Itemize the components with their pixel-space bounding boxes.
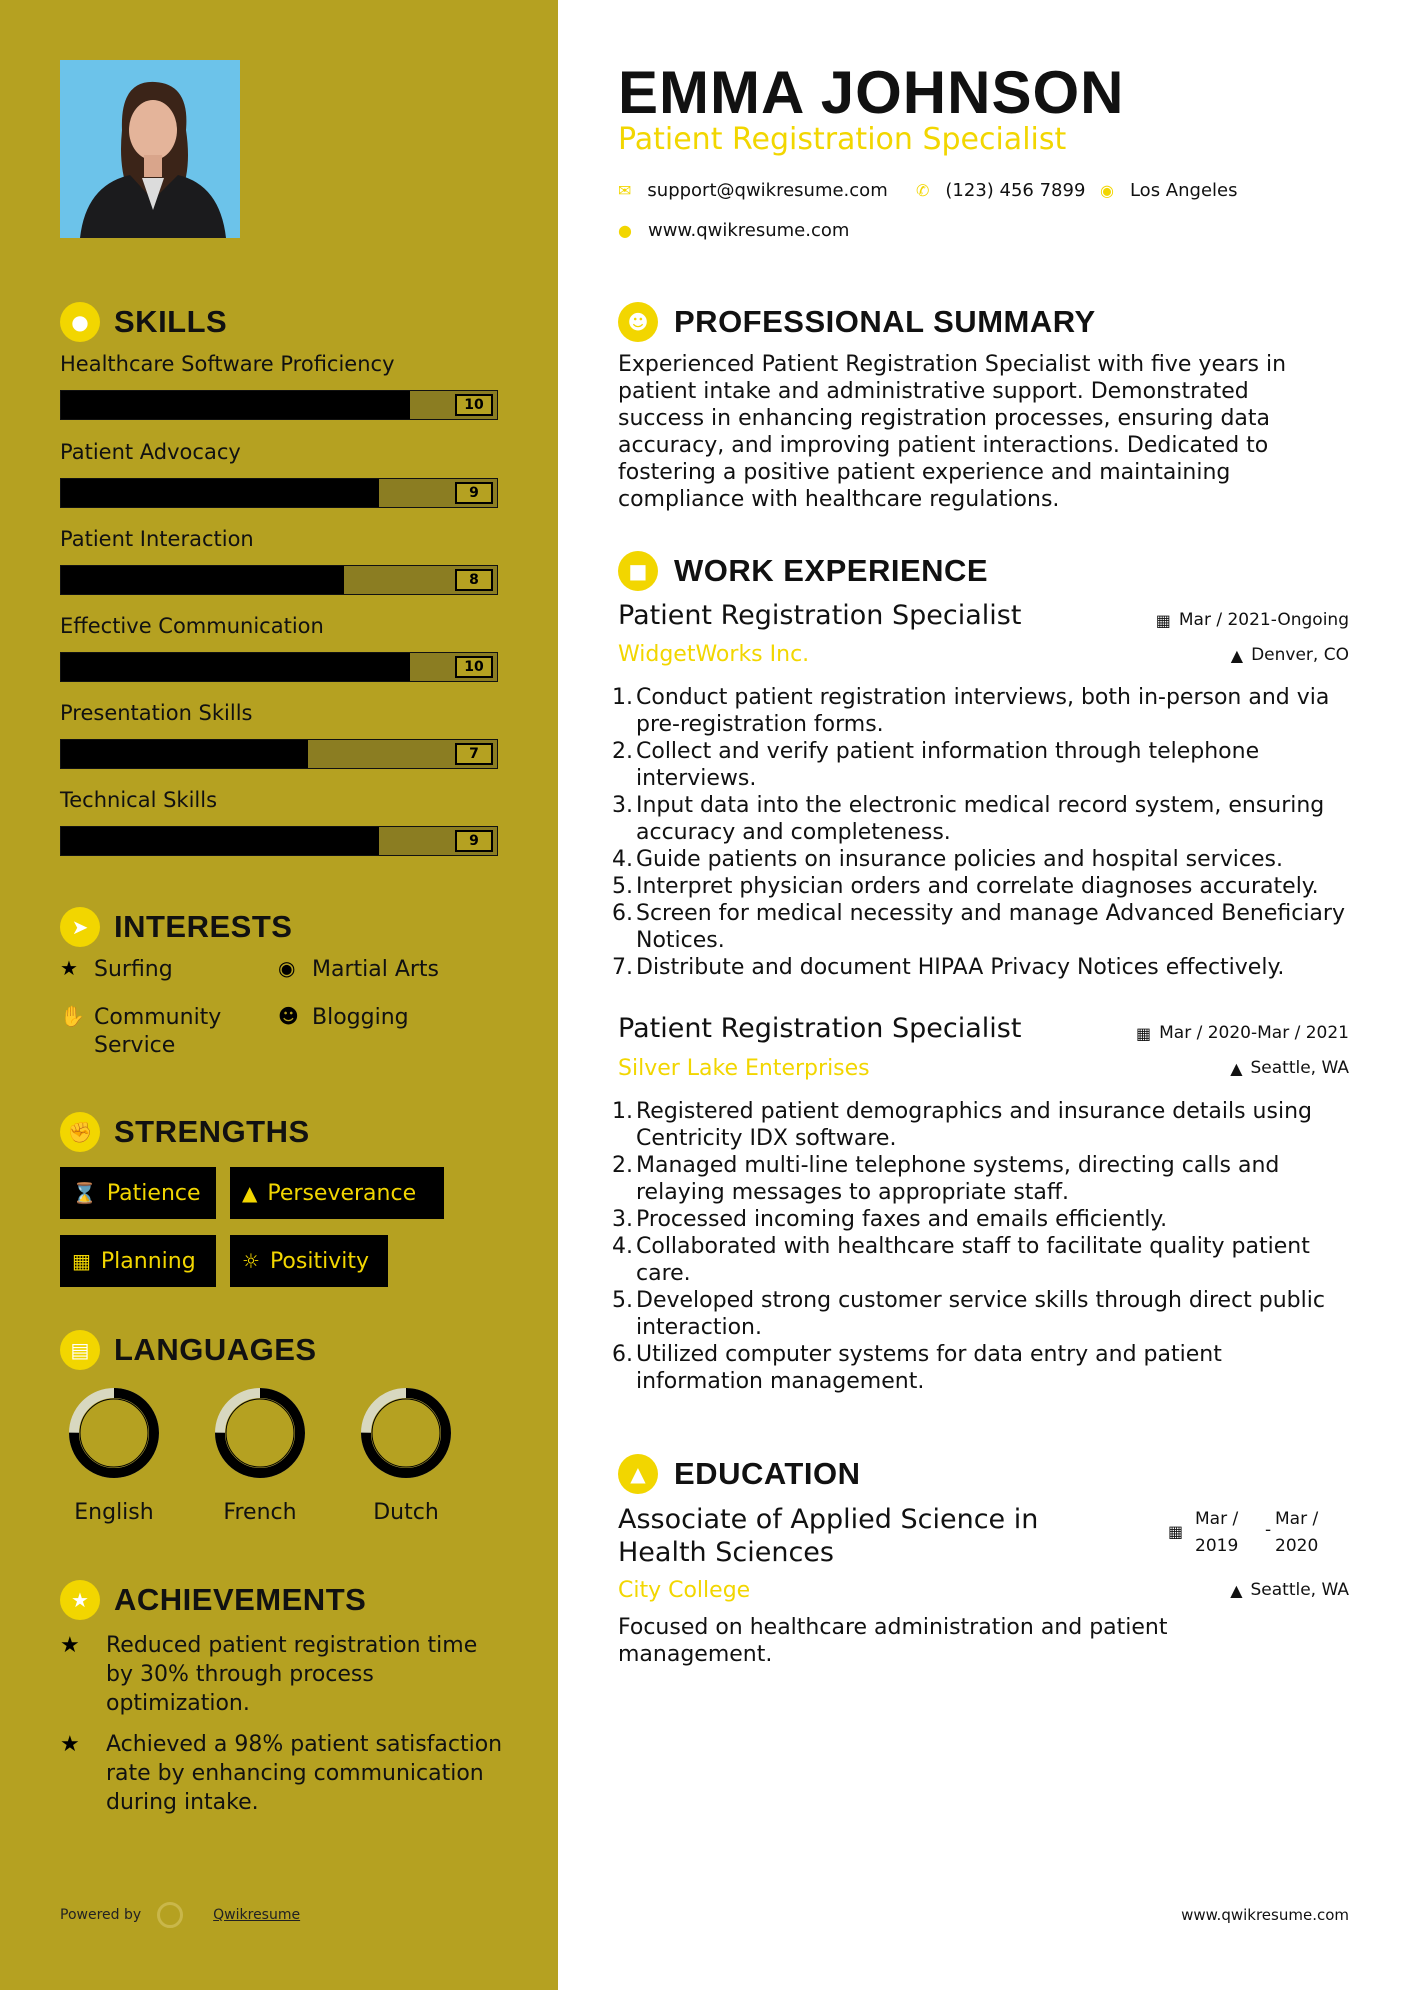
languages-heading [60,1330,317,1370]
job-bullet [612,738,1352,792]
job-bullet-list [612,1098,1352,1395]
strength-badge [60,1235,216,1287]
fist-icon: ✊ [60,1112,100,1152]
sidebar [0,0,558,1990]
lightbulb-icon: ● [60,302,100,342]
job-bullet [612,684,1352,738]
hourglass-icon: ⌛ [72,1181,97,1205]
achievements-title: ACHIEVEMENTS [114,1582,367,1617]
bullet-text: Collect and verify patient information through telephone interviews. [636,739,1260,791]
experience-heading [618,551,988,591]
summary-text: Experienced Patient Registration Specialist with five years in patient intake and administrative support. Demonstrated success in enhancing registration processes, ensuring data accuracy, and improving patient interactions. Dedicated to fostering a positive patient experience and maintaining compliance with healthcare regulations. [618,352,1287,512]
strength-label: Patience [106,1180,201,1206]
achievement-text: Achieved a 98% patient satisfaction rate by enhancing communication during intake. [106,1732,503,1815]
job-company: WidgetWorks Inc. [618,642,810,667]
contact-phone[interactable] [916,180,1085,201]
skill-bar [60,739,498,769]
bullet-number: 7. [612,955,633,980]
bullet-text: Managed multi-line telephone systems, directing calls and relaying messages to appropriate staff. [636,1153,1280,1205]
interest-label: Martial Arts [312,957,440,982]
start-month: Mar / [1195,1509,1239,1529]
job-dates-text: Mar / 2020-Mar / 2021 [1159,1023,1349,1043]
skill-bar [60,652,498,682]
strength-label: Planning [100,1248,196,1274]
email-text: support@qwikresume.com [647,180,888,201]
job-bullet [612,1206,1352,1233]
date-separator: - [1265,1520,1272,1540]
qwikresume-logo-icon [157,1902,183,1928]
bullet-text: Developed strong customer service skills through direct public interaction. [636,1288,1325,1340]
skill-level: 9 [455,482,493,504]
powered-by [60,1902,300,1928]
profile-photo-image [60,60,240,238]
education-start [1195,1506,1238,1560]
contact-website[interactable] [618,220,849,241]
skill-name: Technical Skills [60,788,218,812]
skill-name: Healthcare Software Proficiency [60,352,395,376]
school-name: City College [618,1578,751,1603]
bullet-text: Screen for medical necessity and manage Advanced Beneficiary Notices. [636,901,1345,953]
achievement-item [60,1631,506,1718]
skill-bar-fill [61,653,410,681]
bullet-number: 5. [612,874,633,899]
skill-level: 8 [455,569,493,591]
job-dates-text: Mar / 2021-Ongoing [1178,610,1349,630]
language-donut [66,1385,162,1481]
contact-email[interactable] [618,180,888,201]
profile-photo [60,60,240,238]
job-dates [1136,1023,1349,1043]
interest-item [278,1004,409,1032]
education-title: EDUCATION [674,1456,861,1491]
degree-title: Associate of Applied Science in Health Sciences [618,1504,1039,1568]
calendar-icon: ▦ [1168,1522,1184,1541]
bullet-number: 2. [612,1153,633,1178]
language-name: English [74,1500,154,1525]
skill-bar-fill [61,391,410,419]
user-icon: ☻ [618,302,658,342]
bullet-number: 5. [612,1288,633,1313]
end-year: 2020 [1275,1536,1319,1556]
bullet-text: Collaborated with healthcare staff to facilitate quality patient care. [636,1234,1310,1286]
calendar-icon: ▦ [1155,610,1171,630]
bullet-text: Distribute and document HIPAA Privacy Notices effectively. [636,955,1285,980]
job-bullet [612,792,1352,846]
end-month: Mar / [1275,1509,1319,1529]
job-title: Patient Registration Specialist [618,600,1022,631]
strengths-title: STRENGTHS [114,1114,310,1149]
job-dates [1156,610,1349,630]
graduation-cap-icon: ▲ [618,1454,658,1494]
achievement-text: Reduced patient registration time by 30% through process optimization. [106,1633,478,1716]
qwikresume-link[interactable]: Qwikresume [213,1907,301,1923]
job-location [1230,1058,1349,1078]
phone-icon: ✆ [916,181,930,200]
location-text: Los Angeles [1129,180,1238,201]
globe-icon: ● [618,221,632,240]
interest-item [60,1004,221,1060]
job-location [1231,645,1349,665]
contact-location [1100,180,1237,201]
language-card-icon: ▤ [60,1330,100,1370]
bullet-number: 1. [612,1099,633,1124]
candidate-name: EMMA JOHNSON [618,59,1125,126]
pin-icon: ▲ [1230,1058,1243,1078]
candidate-role: Patient Registration Specialist [618,122,1067,157]
education-location-text: Seattle, WA [1250,1580,1349,1600]
education-end [1275,1506,1318,1560]
skill-bar [60,390,498,420]
bullet-number: 3. [612,1207,633,1232]
calendar-icon: ▦ [72,1249,91,1273]
interests-title: INTERESTS [114,909,293,944]
job-bullet-list [612,684,1352,981]
skills-title: SKILLS [114,304,228,339]
skill-name: Presentation Skills [60,701,253,725]
skill-bar-fill [61,479,379,507]
shooting-star-icon: ★ [60,1633,80,1658]
star-badge-icon: ★ [60,1580,100,1620]
skill-level: 7 [455,743,493,765]
strength-label: Positivity [269,1248,369,1274]
job-company: Silver Lake Enterprises [618,1056,870,1081]
job-bullet [612,900,1352,954]
language-donut [212,1385,308,1481]
job-bullet [612,1098,1352,1152]
job-bullet [612,954,1352,981]
pin-icon: ▲ [1230,1580,1243,1600]
interest-label: Surfing [94,957,173,982]
bullet-number: 1. [612,685,633,710]
envelope-icon: ✉ [618,181,632,200]
languages-title: LANGUAGES [114,1332,317,1367]
sun-icon: ☼ [242,1249,260,1273]
road-icon: ▲ [242,1181,258,1205]
summary-title: PROFESSIONAL SUMMARY [674,304,1096,339]
experience-title: WORK EXPERIENCE [674,553,989,588]
start-year: 2019 [1195,1536,1239,1556]
bullet-number: 2. [612,739,633,764]
job-title: Patient Registration Specialist [618,1013,1022,1044]
globe-icon: ◉ [278,956,296,980]
bullet-number: 6. [612,901,633,926]
summary-heading [618,302,1096,342]
job-bullet [612,1287,1352,1341]
bullet-text: Conduct patient registration interviews, both in-person and via pre-registration forms. [636,685,1330,737]
interest-item [60,956,173,984]
job-location-text: Denver, CO [1251,645,1349,665]
powered-by-label: Powered by [60,1907,142,1923]
bullet-text: Processed incoming faxes and emails efficiently. [636,1207,1168,1232]
pin-icon: ▲ [1230,645,1244,665]
strength-badge [230,1167,444,1219]
bullet-text: Guide patients on insurance policies and hospital services. [636,847,1283,872]
bullet-number: 6. [612,1342,633,1367]
strength-badge [60,1167,216,1219]
shooting-star-icon: ★ [60,1732,80,1757]
job-bullet [612,846,1352,873]
job-bullet [612,1233,1352,1287]
star-icon: ★ [60,956,78,980]
skill-bar [60,478,498,508]
skill-bar-fill [61,566,344,594]
paper-plane-icon: ➤ [60,907,100,947]
language-name: Dutch [373,1500,439,1525]
bullet-text: Registered patient demographics and insurance details using Centricity IDX software. [636,1099,1312,1151]
interests-heading [60,907,292,947]
skill-level: 10 [455,394,493,416]
skills-heading [60,302,227,342]
education-heading [618,1454,860,1494]
strengths-heading [60,1112,310,1152]
strength-badge [230,1235,388,1287]
job-location-text: Seattle, WA [1250,1058,1349,1078]
calendar-icon: ▦ [1135,1023,1152,1043]
skill-name: Patient Advocacy [60,440,241,464]
skill-name: Patient Interaction [60,527,254,551]
education-location [1230,1580,1349,1600]
footer-url[interactable]: www.qwikresume.com [1181,1906,1349,1924]
education-text: Focused on healthcare administration and patient management. [618,1615,1168,1667]
skill-bar-fill [61,827,379,855]
language-name: French [223,1500,297,1525]
briefcase-icon: ■ [618,551,658,591]
map-pin-icon: ◉ [1100,181,1114,200]
skill-bar-fill [61,740,308,768]
website-text: www.qwikresume.com [647,220,850,241]
job-bullet [612,1152,1352,1206]
phone-text: (123) 456 7899 [945,180,1086,201]
bullet-text: Utilized computer systems for data entry and patient information management. [636,1342,1222,1394]
bullet-text: Input data into the electronic medical record system, ensuring accuracy and completeness. [636,793,1325,845]
strength-label: Perseverance [267,1180,417,1206]
users-icon: ☻ [278,1004,299,1028]
job-bullet [612,1341,1352,1395]
skill-level: 10 [455,656,493,678]
job-bullet [612,873,1352,900]
skill-name: Effective Communication [60,614,324,638]
language-donut [358,1385,454,1481]
bullet-text: Interpret physician orders and correlate diagnoses accurately. [636,874,1319,899]
interest-label: Community Service [94,1005,222,1058]
skill-bar [60,826,498,856]
interest-item [278,956,439,984]
hand-icon: ✋ [60,1004,85,1028]
achievements-heading [60,1580,366,1620]
skill-bar [60,565,498,595]
bullet-number: 4. [612,847,633,872]
bullet-number: 3. [612,793,633,818]
skill-level: 9 [455,830,493,852]
interest-label: Blogging [312,1005,409,1030]
achievement-item [60,1730,506,1817]
bullet-number: 4. [612,1234,633,1259]
